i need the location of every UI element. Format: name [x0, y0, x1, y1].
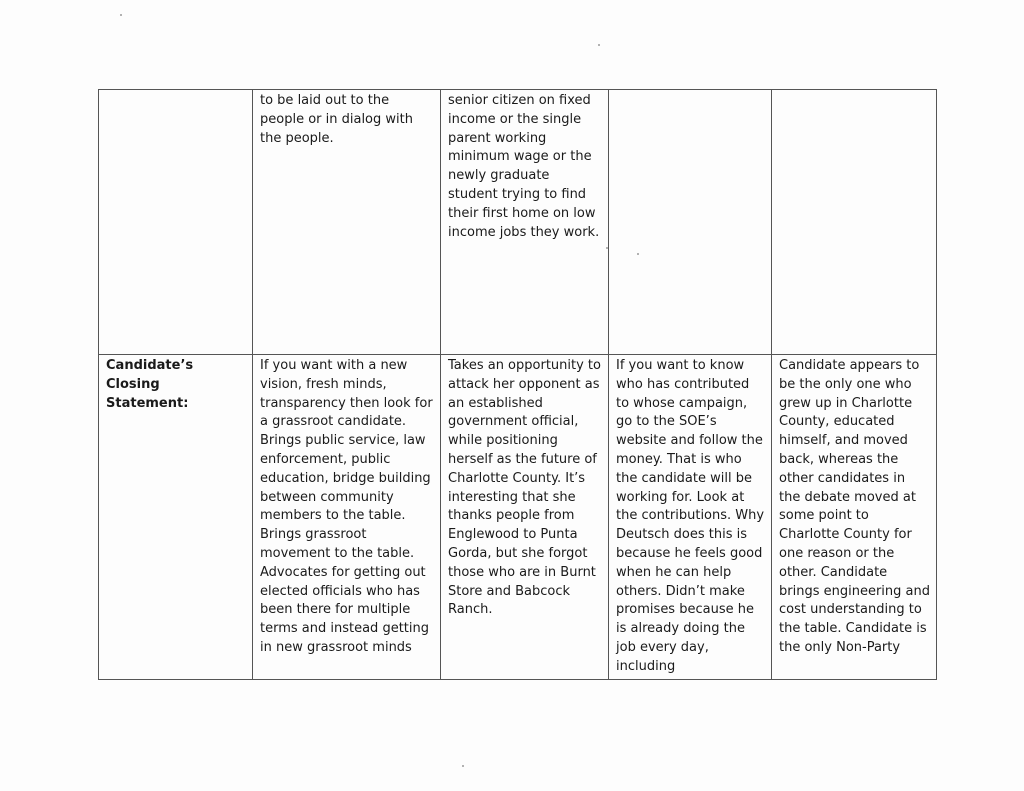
table-cell [772, 90, 937, 355]
row-label-cell [99, 355, 253, 680]
table-cell [772, 355, 937, 680]
table-cell [253, 90, 441, 355]
table-cell [609, 90, 772, 355]
scan-speck [606, 247, 608, 249]
table-row [99, 355, 937, 680]
table-cell [441, 90, 609, 355]
scan-speck [462, 765, 464, 767]
cell-text: If you want to know who has contributed to whose campaign, go to the SOE’s website and follow the money. That is who the candidate will be working for. Look at the contributions. Why Deutsch does this is because he feels good when he can help others. Didn’t make promises because he is already doing the job every day, including [616, 358, 765, 674]
table-cell [609, 355, 772, 680]
scan-speck [120, 14, 122, 16]
evaluation-table [98, 89, 937, 680]
closing-statement-label: Candidate’s Closing Statement: [106, 358, 194, 411]
cell-text: to be laid out to the people or in dialog with the people. [260, 93, 413, 146]
table-row [99, 90, 937, 355]
cell-text: senior citizen on fixed income or the single parent working minimum wage or the newly graduate student trying to find their first home on low income jobs they work. [448, 93, 600, 240]
cell-text: If you want with a new vision, fresh minds, transparency then look for a grassroot candidate. Brings public service, law enforcement, public education, bridge building between community members to the table. Brings grassroot movement to the table. Advocates for getting out elected officials who has been there for multiple terms and instead getting in new grassroot minds [260, 358, 433, 655]
table-cell [441, 355, 609, 680]
cell-text: Takes an opportunity to attack her opponent as an established government official, while positioning herself as the future of Charlotte County. It’s interesting that she thanks people from Englewood to Punta Gorda, but she forgot those who are in Burnt Store and Babcock Ranch. [448, 358, 601, 618]
scan-speck [637, 253, 639, 255]
row-label-cell [99, 90, 253, 355]
scan-speck [598, 44, 600, 46]
table-cell [253, 355, 441, 680]
cell-text: Candidate appears to be the only one who grew up in Charlotte County, educated himself, and moved back, whereas the other candidates in the debate moved at some point to Charlotte County for one reason or the other. Candidate brings engineering and cost understanding to the table. Candidate is the only Non-Party [779, 358, 930, 655]
